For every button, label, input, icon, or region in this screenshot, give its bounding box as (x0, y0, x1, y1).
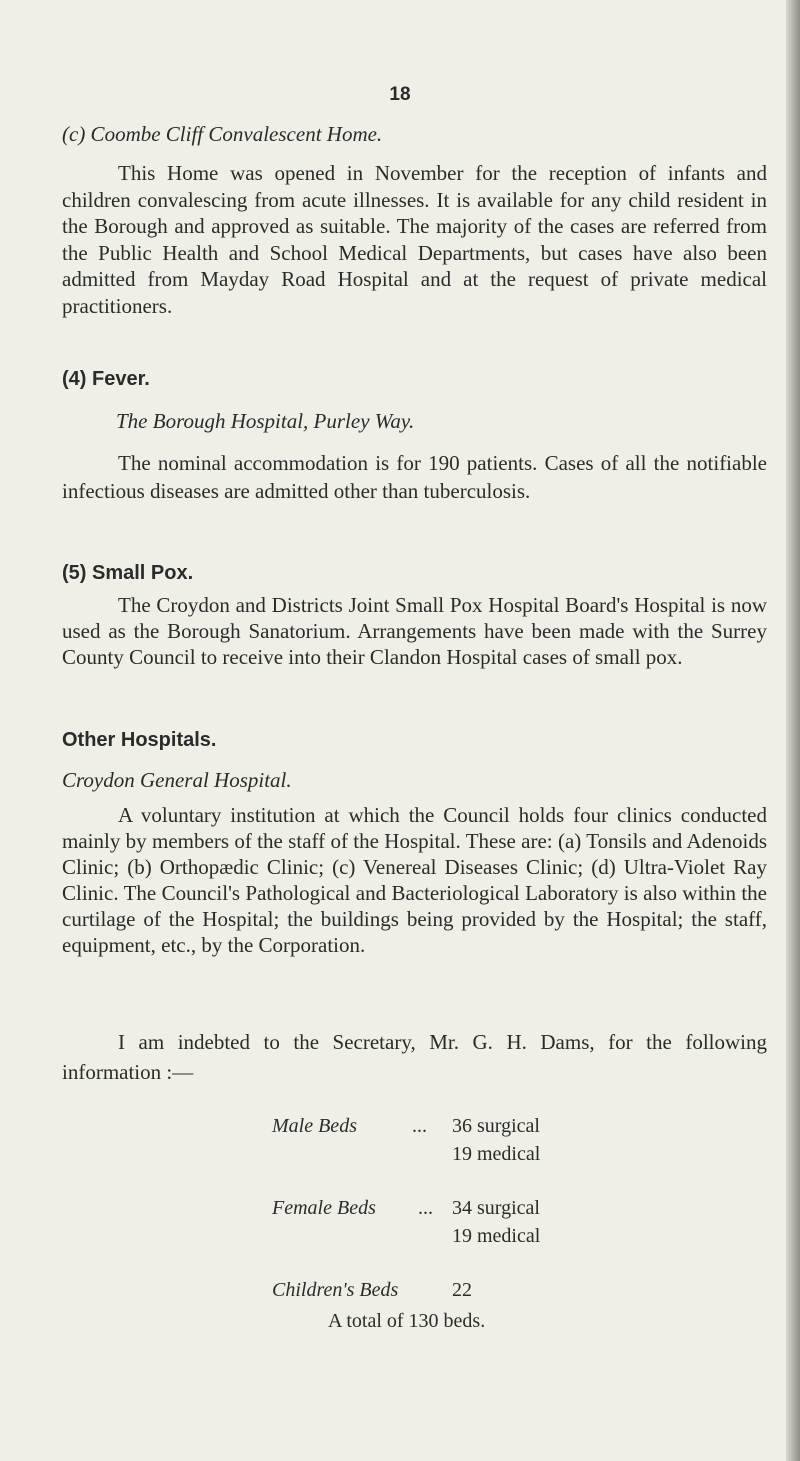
male-medical: 19 medical (452, 1143, 541, 1165)
fever-subheading: The Borough Hospital, Purley Way. (116, 409, 415, 433)
fever-body: The nominal accommodation is for 190 patients. Cases of all the notifiable infectious diseases are admitted other than tuberculosis. (62, 451, 767, 503)
female-beds-dots: ... (418, 1197, 433, 1219)
smallpox-body: The Croydon and Districts Joint Small Pox Hospital Board's Hospital is now used as the Borough Sanatorium. Arrangements have been made with the Surrey County Council to receive into their Clandon Hospital cases of small pox. (62, 593, 767, 669)
coombe-body: This Home was opened in November for the reception of infants and children convalescing from acute illnesses. It is available for any child resident in the Borough and approved as suitable. The majority of the cases are referred from the Public Health and School Medical Departments, but cases have also been admitted from Mayday Road Hospital and at the request of private medical practitioners. (62, 161, 767, 318)
other-hospitals-heading: Other Hospitals. (62, 729, 217, 751)
female-medical: 19 medical (452, 1225, 541, 1247)
children-beds-label: Children's Beds (272, 1279, 399, 1301)
total-beds: A total of 130 beds. (328, 1310, 486, 1332)
coombe-heading: (c) Coombe Cliff Convalescent Home. (62, 122, 383, 146)
croydon-general-body: A voluntary institution at which the Council holds four clinics conducted mainly by members of the staff of the Hospital. These are: (a) Tonsils and Adenoids Clinic; (b) Orthopædic Clinic; (c) Venereal Diseases Clinic; (d) Ultra-Violet Ray Clinic. The Council's Pathological and Bacteriological Laboratory is also within the curtilage of the Hospital; the buildings being provided by the Hospital; the staff, equipment, etc., by the Corporation. (62, 803, 767, 957)
croydon-general-subheading: Croydon General Hospital. (62, 768, 292, 792)
male-beds-label: Male Beds (272, 1115, 357, 1137)
smallpox-heading: (5) Small Pox. (62, 562, 194, 584)
female-surgical: 34 surgical (452, 1197, 540, 1219)
fever-heading: (4) Fever. (62, 368, 150, 390)
female-beds-label: Female Beds (272, 1197, 376, 1219)
page-edge-shadow (786, 0, 800, 1461)
male-beds-dots: ... (412, 1115, 427, 1137)
indebted-paragraph: I am indebted to the Secretary, Mr. G. H. Dams, for the following information :— (62, 1030, 767, 1084)
male-surgical: 36 surgical (452, 1115, 540, 1137)
page-number: 18 (389, 84, 411, 105)
children-beds-value: 22 (452, 1279, 472, 1301)
